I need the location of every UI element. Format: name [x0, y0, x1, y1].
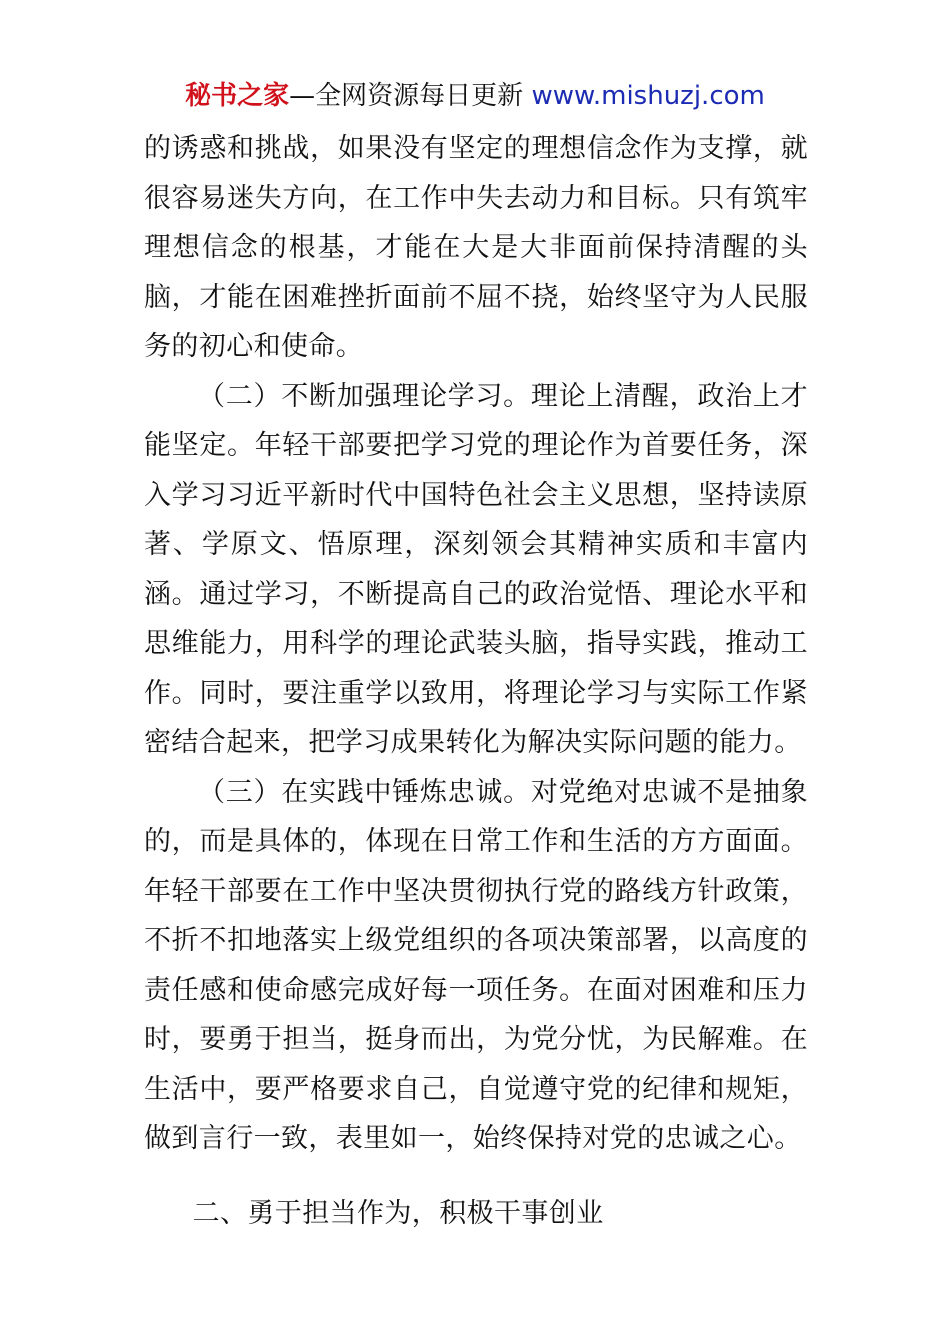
site-brand: 秘书之家	[185, 81, 290, 111]
site-tagline: —全网资源每日更新	[289, 81, 524, 111]
page-header	[0, 80, 950, 112]
section-heading: 二、勇于担当作为，积极干事创业	[192, 1197, 604, 1229]
paragraph-continued: 的诱惑和挑战，如果没有坚定的理想信念作为支撑，就很容易迷失方向，在工作中失去动力和目标。只有筑牢理想信念的根基，才能在大是大非面前保持清醒的头脑，才能在困难挫折面前不屈不挠，始终坚守为人民服务的初心和使命。	[144, 133, 808, 362]
document-body	[144, 124, 808, 1264]
site-url-link[interactable]: www.mishuzj.com	[531, 81, 765, 111]
paragraph-loyalty-practice: （三）在实践中锤炼忠诚。对党绝对忠诚不是抽象的，而是具体的，体现在日常工作和生活的方方面面。年轻干部要在工作中坚决贯彻执行党的路线方针政策，不折不扣地落实上级党组织的各项决策部署，以高度的责任感和使命感完成好每一项任务。在面对困难和压力时，要勇于担当，挺身而出，为党分忧，为民解难。在生活中，要严格要求自己，自觉遵守党的纪律和规矩，做到言行一致，表里如一，始终保持对党的忠诚之心。	[144, 776, 808, 1154]
paragraph-theory-study: （二）不断加强理论学习。理论上清醒，政治上才能坚定。年轻干部要把学习党的理论作为首要任务，深入学习习近平新时代中国特色社会主义思想，坚持读原著、学原文、悟原理，深刻领会其精神实质和丰富内涵。通过学习，不断提高自己的政治觉悟、理论水平和思维能力，用科学的理论武装头脑，指导实践，推动工作。同时，要注重学以致用，将理论学习与实际工作紧密结合起来，把学习成果转化为解决实际问题的能力。	[144, 380, 808, 758]
